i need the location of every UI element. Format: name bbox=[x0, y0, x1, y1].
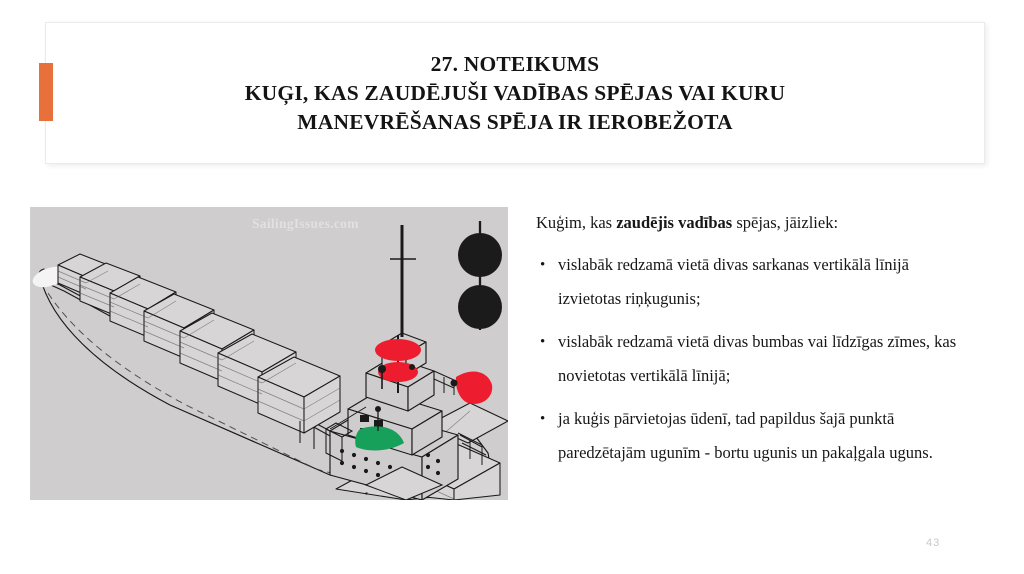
list-item bbox=[536, 248, 976, 316]
red-light-upper bbox=[375, 339, 421, 361]
bullet-icon: • bbox=[540, 334, 546, 350]
ship-diagram-svg bbox=[30, 207, 508, 500]
lead-prefix: Kuģim, kas bbox=[536, 213, 617, 232]
list-item-text: vislabāk redzamā vietā divas sarkanas vertikālā līnijā izvietotas riņķugunis; bbox=[558, 255, 909, 308]
ship-illustration bbox=[30, 207, 508, 500]
black-ball-upper bbox=[458, 233, 502, 277]
page-number: 43 bbox=[926, 537, 941, 549]
lead-bold: zaudējis vadības bbox=[616, 213, 733, 232]
bullet-icon: • bbox=[540, 411, 546, 427]
title-card bbox=[45, 22, 985, 164]
page-title-line-3: MANEVRĒŠANAS SPĒJA IR IEROBEŽOTA bbox=[297, 109, 733, 134]
list-item-text: ja kuģis pārvietojas ūdenī, tad papildus šajā punktā paredzētajām ugunīm - bortu ugunis un pakaļgala uguns. bbox=[558, 409, 933, 462]
requirements-list bbox=[536, 248, 976, 470]
lead-suffix: spējas, jāizliek: bbox=[732, 213, 839, 232]
page-title-line-1: 27. NOTEIKUMS bbox=[430, 51, 600, 76]
bullet-icon: • bbox=[540, 257, 546, 273]
list-item bbox=[536, 325, 976, 393]
list-item bbox=[536, 402, 976, 470]
black-ball-lower bbox=[458, 285, 502, 329]
title-accent-bar bbox=[39, 63, 53, 121]
page-title-line-2: KUĢI, KAS ZAUDĒJUŠI VADĪBAS SPĒJAS VAI KURU bbox=[244, 80, 786, 105]
body-copy bbox=[536, 212, 976, 479]
list-item-text: vislabāk redzamā vietā divas bumbas vai līdzīgas zīmes, kas novietotas vertikālā līnijā; bbox=[558, 332, 957, 385]
illustration-watermark: SailingIssues.com bbox=[252, 216, 359, 231]
lead-line bbox=[536, 212, 976, 234]
